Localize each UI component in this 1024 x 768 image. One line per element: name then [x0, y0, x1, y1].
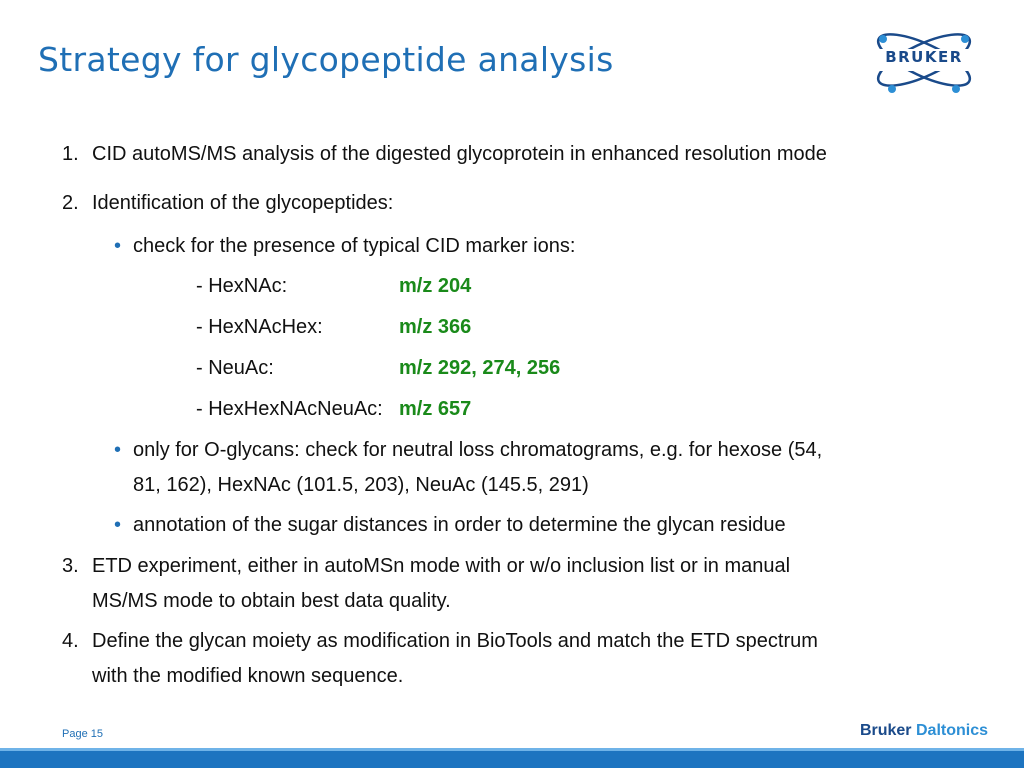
bullet-text: annotation of the sugar distances in order to determine the glycan residue [133, 514, 786, 536]
item-number: 4. [62, 630, 79, 652]
marker-label: - NeuAc: [196, 357, 274, 379]
footer-brand-main: Bruker [859, 722, 912, 739]
marker-value: m/z 204 [399, 275, 472, 297]
marker-label: - HexNAcHex: [196, 316, 323, 338]
item-text: Define the glycan moiety as modification in BioTools and match the ETD spectrum [92, 630, 818, 652]
bullet-text: check for the presence of typical CID marker ions: [133, 235, 576, 257]
marker-value: m/z 366 [399, 316, 472, 338]
bullet-icon: • [114, 235, 122, 257]
bullet-text: only for O-glycans: check for neutral loss chromatograms, e.g. for hexose (54, [133, 439, 823, 461]
footer-brand-accent: Daltonics [915, 722, 988, 739]
item-text-line2: MS/MS mode to obtain best data quality. [92, 590, 451, 612]
footer-brand [860, 722, 988, 740]
footer-stripe [0, 748, 1024, 751]
marker-label: - HexHexNAcNeuAc: [196, 398, 383, 420]
item-number: 2. [62, 192, 79, 214]
marker-value: m/z 657 [399, 398, 472, 420]
item-number: 3. [62, 555, 79, 577]
bullet-icon: • [114, 514, 122, 536]
logo-wordmark: BRUKER [885, 48, 963, 66]
footer-bar [0, 748, 1024, 768]
page-number: Page 15 [62, 728, 103, 740]
marker-value: m/z 292, 274, 256 [399, 357, 561, 379]
item-text: CID autoMS/MS analysis of the digested glycoprotein in enhanced resolution mode [92, 143, 827, 165]
bullet-icon: • [114, 439, 122, 461]
item-text: ETD experiment, either in autoMSn mode with or w/o inclusion list or in manual [92, 555, 791, 577]
item-number: 1. [62, 143, 79, 165]
bullet-text-line2: 81, 162), HexNAc (101.5, 203), NeuAc (145.5, 291) [133, 474, 589, 496]
slide-title: Strategy for glycopeptide analysis [38, 40, 614, 79]
item-text: Identification of the glycopeptides: [92, 192, 394, 214]
item-text-line2: with the modified known sequence. [92, 665, 404, 687]
marker-label: - HexNAc: [196, 275, 288, 297]
